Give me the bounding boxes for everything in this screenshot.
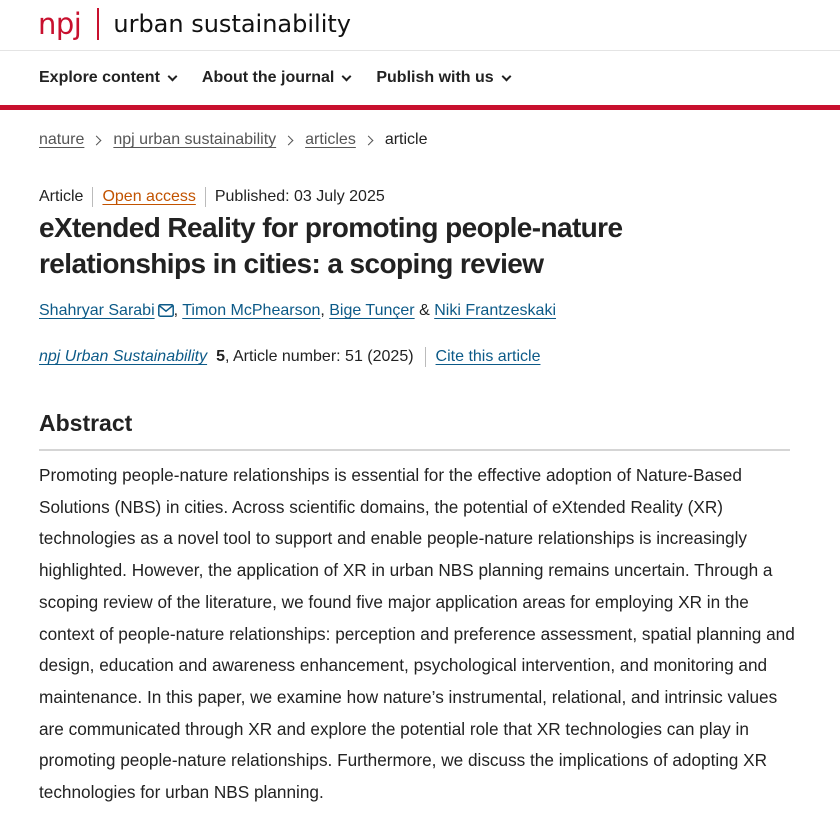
breadcrumb	[39, 131, 428, 149]
nav-label: About the journal	[201, 69, 335, 86]
nav-explore-content[interactable]	[39, 69, 176, 87]
breadcrumb-nature[interactable]: nature	[39, 131, 85, 148]
breadcrumb-current: article	[384, 131, 428, 148]
article-type: Article	[39, 188, 84, 205]
journal-link[interactable]: npj Urban Sustainability	[39, 348, 208, 365]
published-date: Published: 03 July 2025	[214, 188, 385, 205]
nav-label: Publish with us	[376, 69, 494, 86]
author-link[interactable]: Niki Frantzeskaki	[434, 302, 557, 319]
meta-divider	[205, 187, 206, 207]
cite-article-link[interactable]: Cite this article	[435, 348, 541, 365]
abstract-text: Promoting people-nature relationships is essential for the effective adoption of Nature-Based Solutions (NBS) in cities. Across scientific domains, the potential of eXtended Reality (XR) technologies as a novel tool to support and enable people-nature relationships is increasingly highlighted. However, the application of XR in urban NBS planning remains uncertain. Through a scoping review of the literature, we found five major application areas for employing XR in the context of people-nature relationships: perception and preference assessment, spatial planning and design, education and awareness enhancement, psychological intervention, and monitoring and maintenance. In this paper, we examine how nature’s instrumental, relational, and intrinsic values are communicated through XR and explore the potential role that XR technologies can play in promoting people-nature relationships. Furthermore, we discuss the implications of adopting XR technologies for urban NBS planning.	[39, 465, 795, 803]
meta-divider	[92, 187, 93, 207]
main-nav	[0, 51, 840, 105]
nav-label: Explore content	[39, 69, 160, 86]
citation-divider	[425, 347, 426, 367]
breadcrumb-journal[interactable]: npj urban sustainability	[113, 131, 277, 148]
nav-about-journal[interactable]	[202, 69, 350, 87]
open-access-link[interactable]: Open access	[102, 188, 196, 205]
author-link[interactable]: Bige Tunçer	[329, 302, 415, 319]
journal-logo[interactable]	[38, 6, 351, 42]
author-separator: &	[414, 302, 435, 319]
logo-divider	[97, 8, 99, 40]
chevron-down-icon	[342, 71, 352, 81]
nav-publish-with-us[interactable]	[376, 69, 509, 87]
chevron-right-icon	[363, 135, 373, 145]
author-separator: ,	[320, 302, 330, 319]
author-separator: ,	[173, 302, 183, 319]
mail-icon[interactable]	[158, 304, 174, 317]
logo-title: urban sustainability	[113, 10, 351, 38]
breadcrumb-articles[interactable]: articles	[305, 131, 356, 148]
citation-line	[39, 347, 540, 367]
article-meta	[39, 187, 385, 207]
site-header	[0, 0, 840, 51]
chevron-down-icon	[167, 71, 177, 81]
abstract-heading: Abstract	[39, 410, 133, 436]
chevron-right-icon	[284, 135, 294, 145]
chevron-right-icon	[92, 135, 102, 145]
volume-number: 5	[216, 348, 225, 365]
article-number: , Article number: 51 (2025)	[225, 348, 414, 365]
author-link[interactable]: Timon McPhearson	[182, 302, 321, 319]
chevron-down-icon	[501, 71, 511, 81]
abstract-divider	[39, 449, 790, 451]
brand-divider	[0, 105, 840, 110]
author-list	[39, 302, 556, 320]
article-title: eXtended Reality for promoting people-nature relationships in cities: a scoping review	[39, 212, 623, 279]
author-link[interactable]: Shahryar Sarabi	[39, 302, 155, 319]
logo-npj: npj	[38, 6, 82, 41]
